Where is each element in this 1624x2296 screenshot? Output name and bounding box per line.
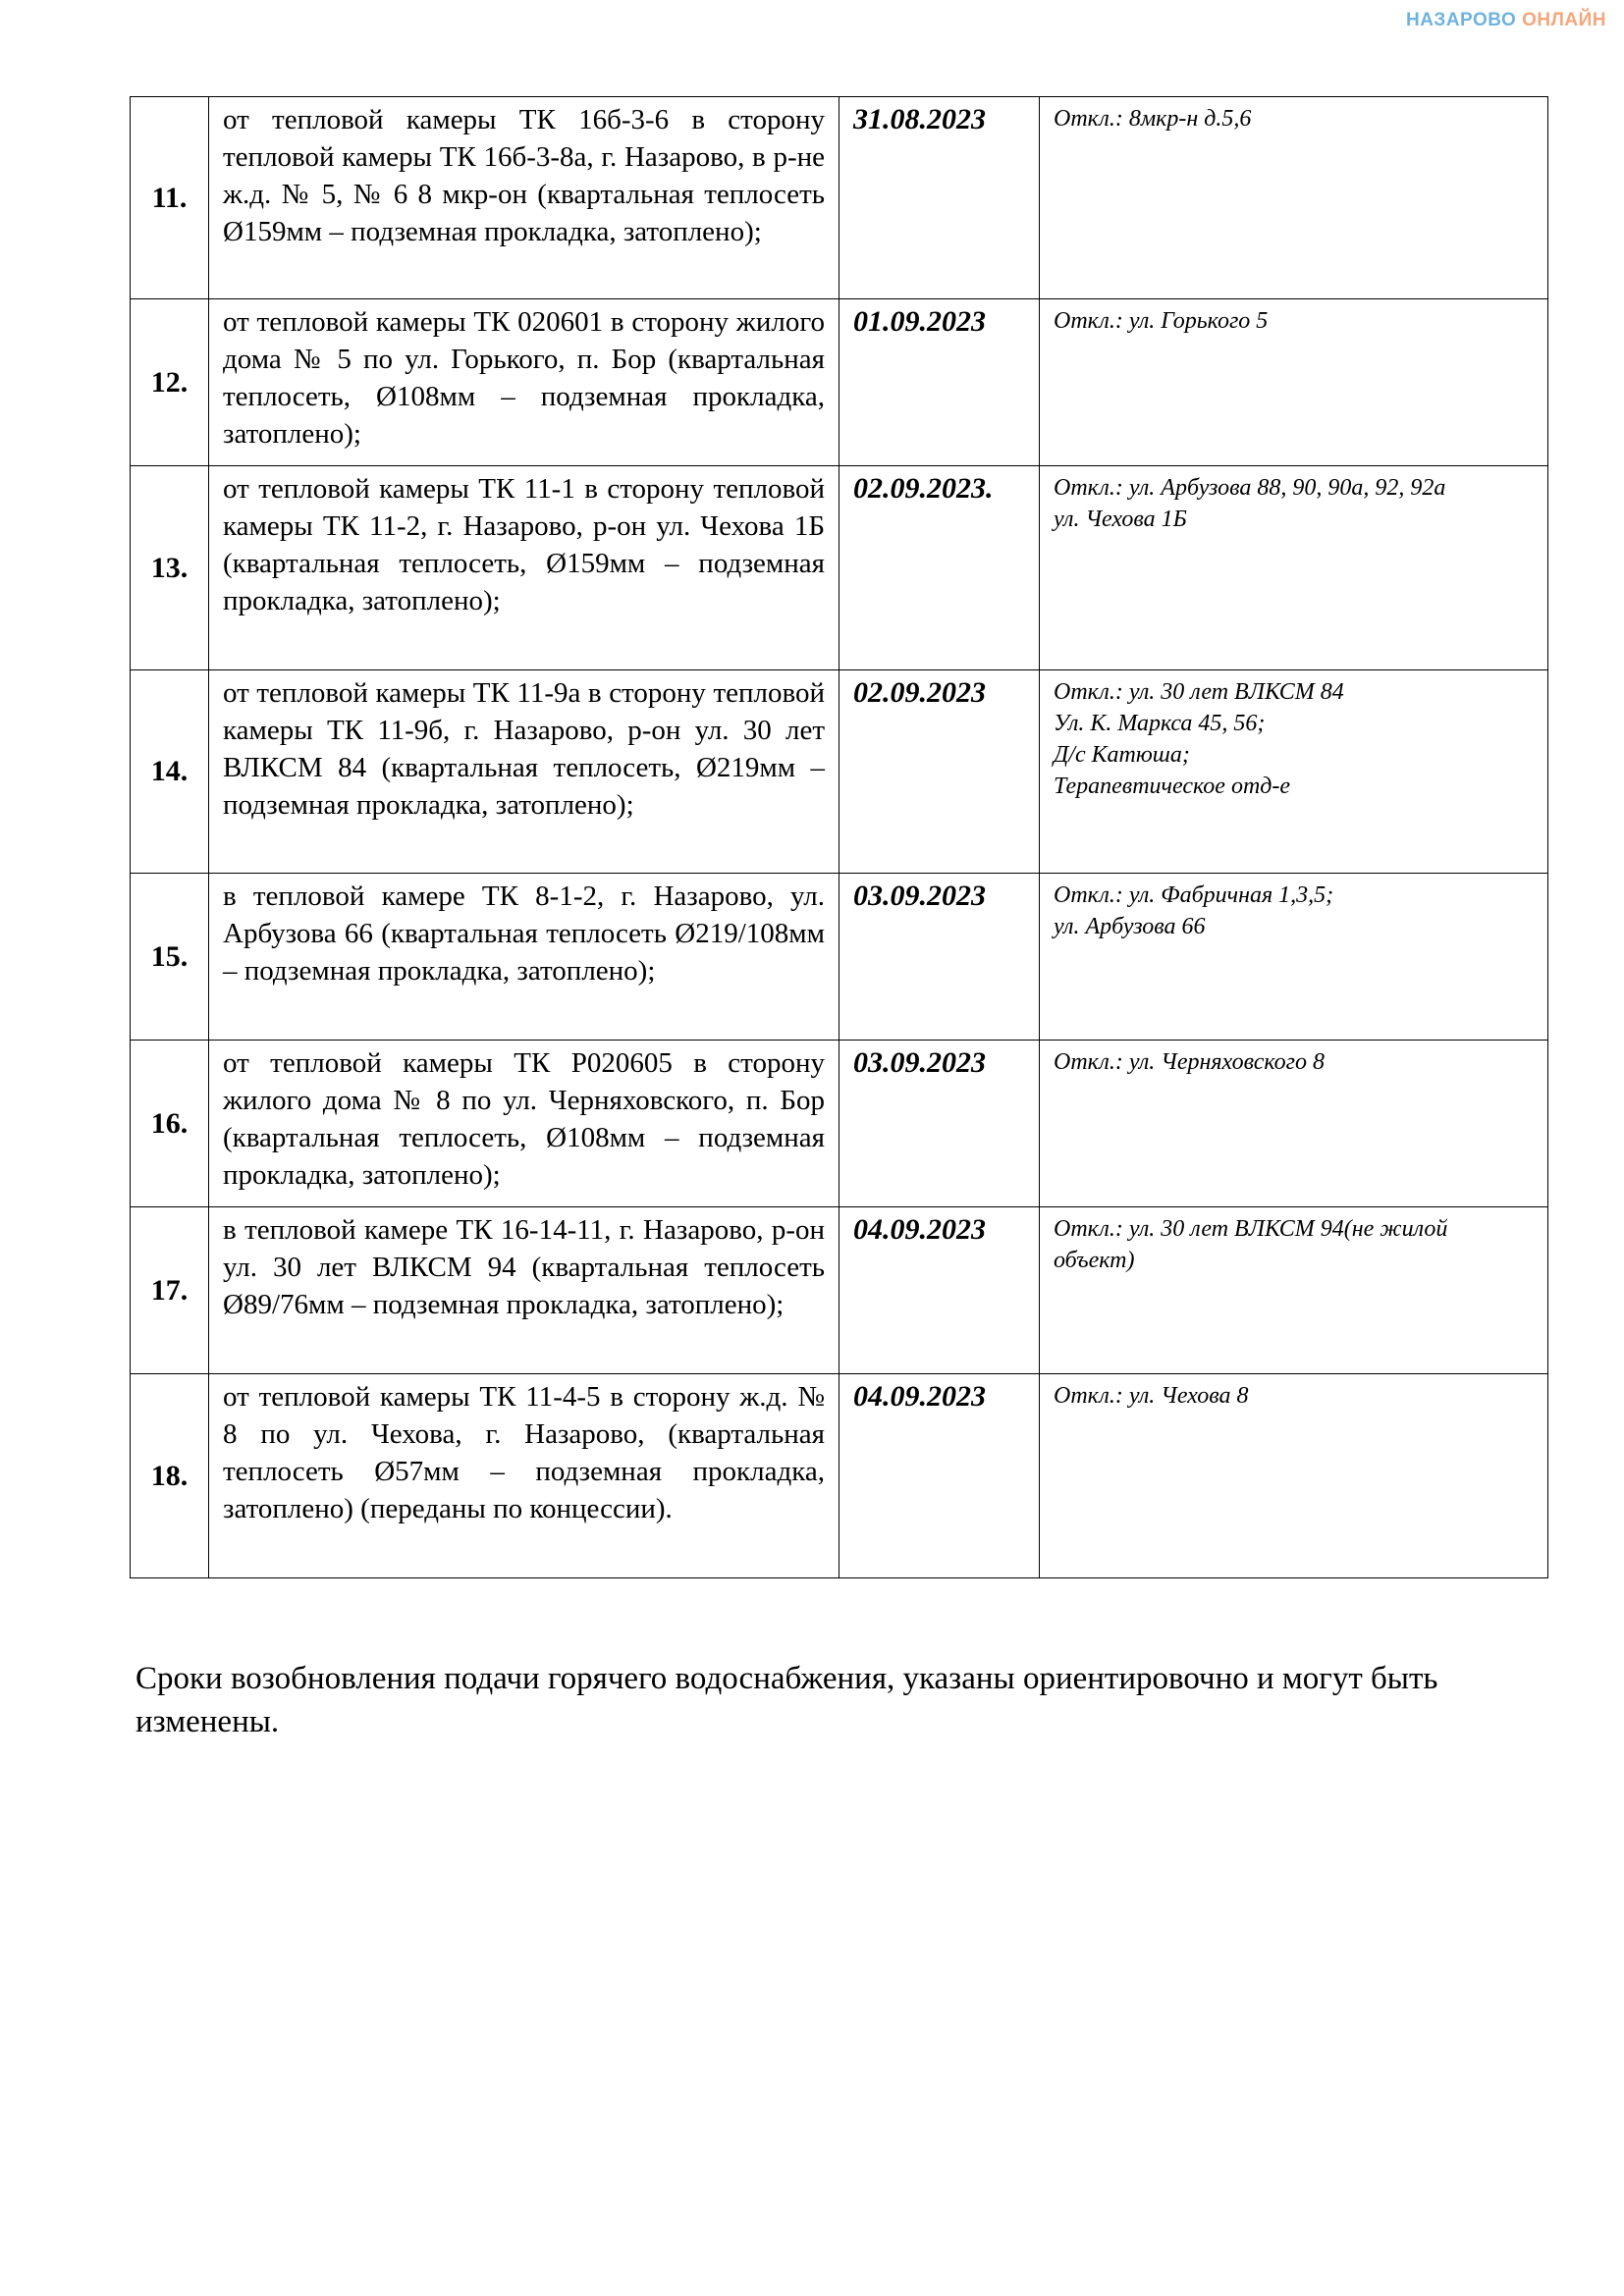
footnote: Сроки возобновления подачи горячего водоснабжения, указаны ориентировочно и могут быть изменены.	[135, 1661, 1438, 1739]
disconnected-objects	[1040, 1207, 1548, 1374]
row-number: 13.	[131, 466, 209, 670]
disconnected-line: Откл.: ул. Горького 5	[1054, 308, 1269, 334]
resume-date: 03.09.2023	[839, 1041, 1040, 1207]
section-description: в тепловой камере ТК 8-1-2, г. Назарово, ул. Арбузова 66 (квартальная теплосеть Ø219/108мм – подземная прокладка, затоплено);	[209, 874, 839, 1041]
disconnected-line: Откл.: ул. Фабричная 1,3,5;	[1054, 882, 1334, 908]
disconnected-objects	[1040, 670, 1548, 874]
table-row	[131, 670, 1548, 874]
row-number: 11.	[131, 97, 209, 299]
table-row	[131, 299, 1548, 466]
section-description: от тепловой камеры ТК 11-4-5 в сторону ж.д. № 8 по ул. Чехова, г. Назарово, (квартальная теплосеть Ø57мм – подземная прокладка, затоплено) (переданы по концессии).	[209, 1374, 839, 1578]
table-row	[131, 874, 1548, 1041]
disconnected-line: Откл.: ул. Арбузова 88, 90, 90а, 92, 92а	[1054, 475, 1446, 501]
disconnected-line: Откл.: ул. 30 лет ВЛКСМ 84	[1054, 679, 1344, 705]
resume-date: 04.09.2023	[839, 1374, 1040, 1578]
section-description: от тепловой камеры ТК 11-1 в сторону тепловой камеры ТК 11-2, г. Назарово, р-он ул. Чехова 1Б (квартальная теплосеть, Ø159мм – подземная прокладка, затоплено);	[209, 466, 839, 670]
outage-table	[130, 96, 1548, 1578]
resume-date: 02.09.2023.	[839, 466, 1040, 670]
table-row	[131, 466, 1548, 670]
disconnected-line: Откл.: ул. Чехова 8	[1054, 1383, 1249, 1409]
disconnected-line: Терапевтическое отд-е	[1054, 774, 1291, 799]
site-watermark	[1406, 10, 1606, 31]
watermark-part2: ОНЛАЙН	[1522, 10, 1606, 30]
disconnected-line: Откл.: ул. 30 лет ВЛКСМ 94(не жилой объект)	[1054, 1216, 1448, 1273]
section-description: от тепловой камеры ТК Р020605 в сторону жилого дома № 8 по ул. Черняховского, п. Бор (квартальная теплосеть, Ø108мм – подземная прокладка, затоплено);	[209, 1041, 839, 1207]
resume-date: 03.09.2023	[839, 874, 1040, 1041]
table-row	[131, 1207, 1548, 1374]
disconnected-objects	[1040, 1041, 1548, 1207]
disconnected-line: Ул. К. Маркса 45, 56;	[1054, 711, 1266, 736]
table-row	[131, 97, 1548, 299]
row-number: 12.	[131, 299, 209, 466]
disconnected-line: Откл.: ул. Черняховского 8	[1054, 1049, 1326, 1075]
section-description: от тепловой камеры ТК 11-9а в сторону тепловой камеры ТК 11-9б, г. Назарово, р-он ул. 30 лет ВЛКСМ 84 (квартальная теплосеть, Ø219мм – подземная прокладка, затоплено);	[209, 670, 839, 874]
section-description: от тепловой камеры ТК 020601 в сторону жилого дома № 5 по ул. Горького, п. Бор (квартальная теплосеть, Ø108мм – подземная прокладка, затоплено);	[209, 299, 839, 466]
resume-date: 04.09.2023	[839, 1207, 1040, 1374]
resume-date: 02.09.2023	[839, 670, 1040, 874]
row-number: 17.	[131, 1207, 209, 1374]
resume-date: 01.09.2023	[839, 299, 1040, 466]
disconnected-line: ул. Арбузова 66	[1054, 914, 1206, 939]
watermark-part1: НАЗАРОВО	[1405, 10, 1517, 30]
disconnected-line: Д/с Катюша;	[1054, 742, 1190, 768]
disconnected-objects	[1040, 1374, 1548, 1578]
section-description: от тепловой камеры ТК 16б-3-6 в сторону тепловой камеры ТК 16б-3-8а, г. Назарово, в р-не ж.д. № 5, № 6 8 мкр-он (квартальная теплосеть Ø159мм – подземная прокладка, затоплено);	[209, 97, 839, 299]
table-row	[131, 1041, 1548, 1207]
disconnected-line: ул. Чехова 1Б	[1054, 507, 1187, 532]
disconnected-objects	[1040, 299, 1548, 466]
disconnected-objects	[1040, 874, 1548, 1041]
table-row	[131, 1374, 1548, 1578]
disconnected-line: Откл.: 8мкр-н д.5,6	[1054, 106, 1252, 132]
row-number: 18.	[131, 1374, 209, 1578]
section-description: в тепловой камере ТК 16-14-11, г. Назарово, р-он ул. 30 лет ВЛКСМ 94 (квартальная теплосеть Ø89/76мм – подземная прокладка, затоплено);	[209, 1207, 839, 1374]
disconnected-objects	[1040, 466, 1548, 670]
resume-date: 31.08.2023	[839, 97, 1040, 299]
row-number: 15.	[131, 874, 209, 1041]
row-number: 16.	[131, 1041, 209, 1207]
disconnected-objects	[1040, 97, 1548, 299]
row-number: 14.	[131, 670, 209, 874]
